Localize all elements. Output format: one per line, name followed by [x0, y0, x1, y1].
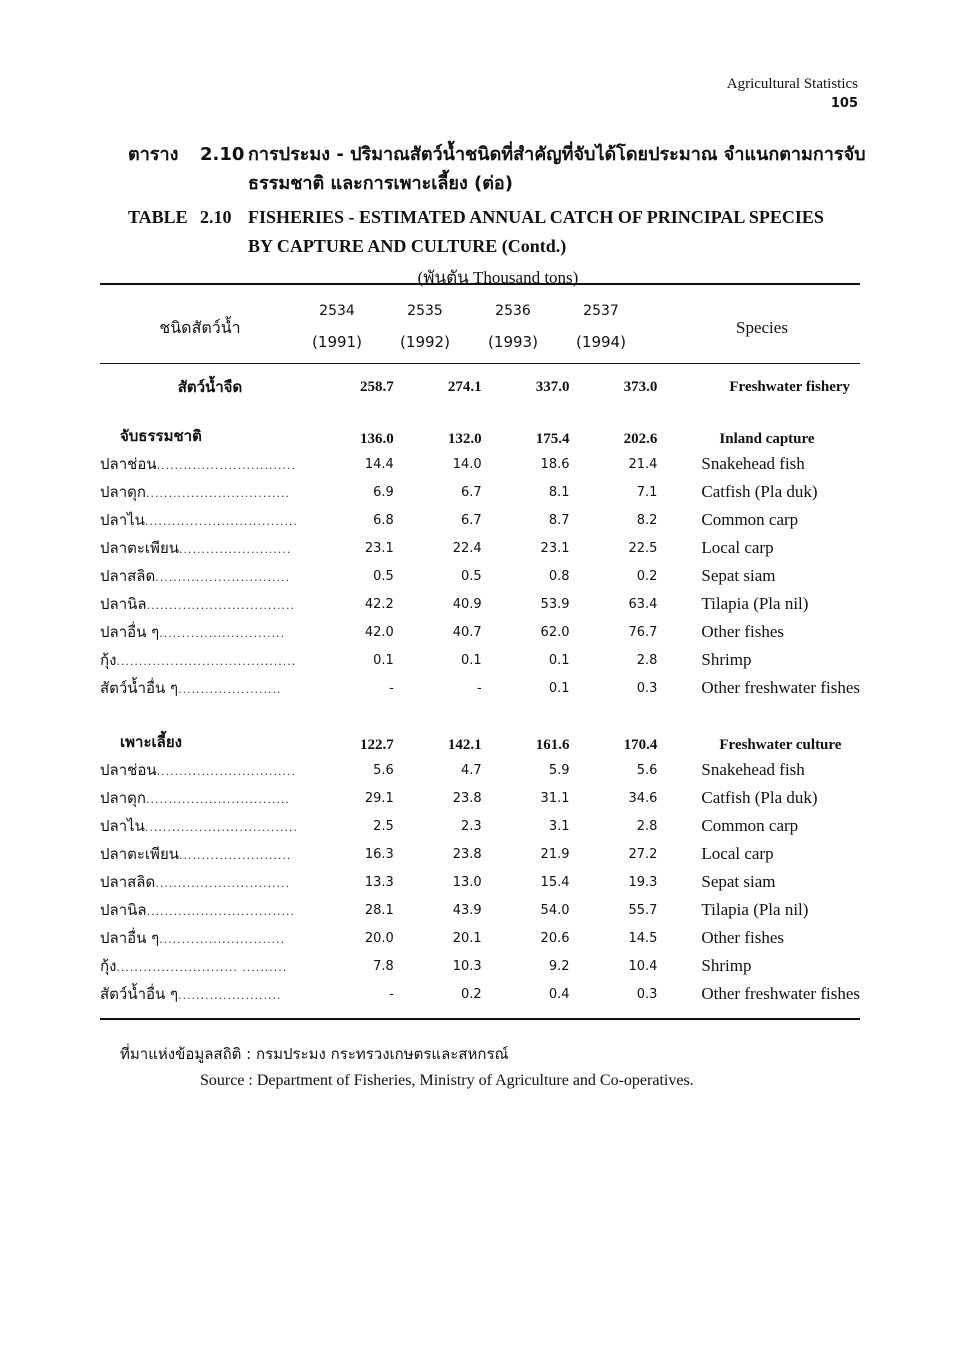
table-row [100, 590, 860, 618]
species-thai: ปลานิล [100, 901, 147, 919]
species-english: Tilapia (Pla nil) [701, 900, 809, 919]
catch-value: 20.1 [452, 930, 482, 946]
table-row [100, 562, 860, 590]
col-header-thai: ชนิดสัตว์น้ำ [159, 317, 241, 337]
eng-title-line1: FISHERIES - ESTIMATED ANNUAL CATCH OF PRINCIPAL SPECIES [248, 207, 824, 227]
bottom-rule [100, 1018, 860, 1020]
catch-value: 13.3 [364, 874, 394, 890]
catch-value: 0.1 [460, 652, 482, 668]
table-row [100, 674, 860, 702]
eng-table-label: TABLE [128, 207, 188, 227]
catch-value: 55.7 [628, 902, 658, 918]
catch-value: 274.1 [447, 378, 482, 395]
catch-value: 23.1 [364, 540, 394, 556]
table-row [100, 756, 860, 784]
species-english: Catfish (Pla duk) [701, 788, 818, 807]
catch-value: 3.1 [548, 818, 570, 834]
species-english: Local carp [701, 538, 774, 557]
catch-value: 23.8 [452, 846, 482, 862]
catch-value: 31.1 [540, 790, 570, 806]
leader-dots: ....................... [178, 683, 282, 696]
col-header-species: Species [736, 318, 788, 337]
catch-value: 0.1 [373, 652, 394, 668]
catch-value: 5.6 [373, 762, 394, 778]
leader-dots: .............................. [155, 877, 291, 890]
catch-value: 10.3 [452, 958, 482, 974]
leader-dots: ................................ [145, 487, 290, 500]
species-thai: กุ้ง [100, 957, 117, 975]
catch-value: 53.9 [540, 596, 570, 612]
catch-value: 2.5 [373, 818, 394, 834]
table-row [100, 840, 860, 868]
catch-value: 14.0 [452, 456, 482, 472]
table-row [100, 896, 860, 924]
species-thai: กุ้ง [100, 651, 117, 669]
species-english: Freshwater fishery [729, 378, 851, 395]
catch-value: 21.4 [628, 456, 658, 472]
catch-value: 22.4 [452, 540, 482, 556]
catch-value: 28.1 [364, 902, 394, 918]
section-subtotal-row [100, 716, 860, 756]
species-english: Catfish (Pla duk) [701, 482, 818, 501]
table-row [100, 868, 860, 896]
leader-dots: ................................ [145, 793, 290, 806]
catch-value: 122.7 [360, 737, 394, 753]
table-row [100, 812, 860, 840]
species-thai: ปลาสลิด [100, 567, 156, 585]
species-thai: สัตว์น้ำอื่น ๆ [100, 679, 179, 697]
catch-value: 337.0 [535, 378, 570, 395]
table-row [100, 506, 860, 534]
catch-value: 40.7 [452, 624, 482, 640]
thai-title-line2: ธรรมชาติ และการเพาะเลี้ยง (ต่อ) [248, 173, 513, 194]
leader-dots: ................................. [146, 599, 295, 612]
species-thai: ปลาตะเพียน [100, 845, 179, 863]
table-row [100, 952, 860, 980]
catch-value: 63.4 [628, 596, 658, 612]
table-row [100, 450, 860, 478]
catch-value: 0.4 [548, 986, 570, 1002]
source-english: Source : Department of Fisheries, Ministry of Agriculture and Co-operatives. [200, 1072, 694, 1089]
page-header [727, 74, 858, 114]
catch-value: 42.2 [364, 596, 394, 612]
species-thai: ปลาไน [100, 511, 145, 529]
table-row [100, 784, 860, 812]
species-english: Sepat siam [701, 872, 776, 891]
catch-value: 16.3 [364, 846, 394, 862]
catch-value: - [389, 986, 394, 1002]
source-thai: ที่มาแห่งข้อมูลสถิติ : กรมประมง กระทรวงเกษตรและสหกรณ์ [120, 1045, 509, 1063]
catch-value: 4.7 [460, 762, 482, 778]
leader-dots: ........................... .......... [116, 961, 288, 974]
species-thai: ปลาช่อน [100, 761, 157, 779]
table-row [100, 646, 860, 674]
eng-title-line2: BY CAPTURE AND CULTURE (Contd.) [248, 236, 567, 256]
catch-value: 2.8 [636, 652, 658, 668]
species-thai: ปลาดุก [100, 483, 146, 501]
catch-value: 27.2 [628, 846, 658, 862]
catch-value: 14.5 [628, 930, 658, 946]
catch-value: 34.6 [628, 790, 658, 806]
table-row [100, 980, 860, 1008]
total-row [100, 364, 860, 410]
table-title [128, 140, 868, 291]
catch-value: 23.1 [540, 540, 570, 556]
catch-value: 0.5 [373, 568, 394, 584]
leader-dots: .................................. [144, 515, 298, 528]
unit-label: (พันตัน Thousand tons) [417, 268, 579, 287]
catch-value: 20.0 [364, 930, 394, 946]
eng-table-number: 2.10 [200, 207, 232, 227]
leader-dots: ........................................ [116, 655, 297, 668]
leader-dots: .............................. [155, 571, 291, 584]
leader-dots: ............................... [156, 459, 296, 472]
species-thai: ปลาสลิด [100, 873, 156, 891]
catch-value: 373.0 [623, 378, 658, 395]
species-english: Other fishes [701, 622, 785, 641]
leader-dots: ............................ [159, 627, 286, 640]
species-english: Other freshwater fishes [701, 984, 860, 1003]
col-header-year: 2535 (1992) [400, 303, 450, 351]
catch-value: 0.1 [548, 680, 570, 696]
catch-value: 0.5 [460, 568, 482, 584]
species-english: Inland capture [719, 431, 815, 447]
catch-value: 62.0 [540, 624, 570, 640]
catch-value: 23.8 [452, 790, 482, 806]
species-english: Other fishes [701, 928, 785, 947]
species-thai: ปลาอื่น ๆ [100, 929, 160, 947]
catch-value: 6.8 [373, 512, 394, 528]
catch-value: 5.9 [548, 762, 570, 778]
catch-table [100, 283, 860, 1020]
species-english: Freshwater culture [719, 737, 842, 753]
catch-value: 142.1 [447, 737, 482, 753]
catch-value: 29.1 [364, 790, 394, 806]
publication-name: Agricultural Statistics [726, 76, 858, 92]
catch-value: 76.7 [628, 624, 658, 640]
leader-dots: ............................ [159, 933, 286, 946]
table-body [100, 363, 860, 1020]
catch-value: 6.9 [373, 484, 394, 500]
catch-value: 19.3 [628, 874, 658, 890]
catch-value: 14.4 [364, 456, 394, 472]
leader-dots: ......................... [179, 849, 292, 862]
catch-value: 6.7 [460, 484, 482, 500]
table-row [100, 478, 860, 506]
table-row [100, 618, 860, 646]
catch-value: 0.1 [548, 652, 570, 668]
catch-value: - [476, 680, 482, 696]
species-thai: สัตว์น้ำจืด [177, 378, 243, 396]
species-english: Common carp [701, 816, 799, 835]
species-english: Shrimp [701, 956, 752, 975]
catch-value: 132.0 [447, 431, 482, 447]
catch-value: 136.0 [360, 431, 394, 447]
species-english: Common carp [701, 510, 799, 529]
catch-value: 21.9 [540, 846, 570, 862]
source-note [120, 1040, 880, 1094]
leader-dots: .................................. [144, 821, 298, 834]
leader-dots: ......................... [179, 543, 292, 556]
species-english: Local carp [701, 844, 774, 863]
species-thai: ปลานิล [100, 595, 147, 613]
catch-value: 6.7 [460, 512, 482, 528]
species-english: Shrimp [701, 650, 752, 669]
thai-title-line1: การประมง - ปริมาณสัตว์น้ำชนิดที่สำคัญที่จับได้โดยประมาณ จำแนกตามการจับ [248, 144, 866, 165]
catch-value: 0.2 [636, 568, 658, 584]
table-number: 2.10 [200, 144, 245, 165]
table-row [100, 924, 860, 952]
leader-dots: ....................... [178, 989, 282, 1002]
catch-value: 161.6 [535, 737, 570, 753]
catch-value: 2.3 [460, 818, 482, 834]
catch-value: 54.0 [540, 902, 570, 918]
section-subtotal-row [100, 410, 860, 450]
catch-value: 175.4 [535, 431, 570, 447]
catch-value: - [389, 680, 394, 696]
catch-value: 10.4 [628, 958, 658, 974]
species-english: Snakehead fish [701, 760, 805, 779]
species-thai: ปลาอื่น ๆ [100, 623, 160, 641]
col-header-year: 2536 (1993) [488, 303, 538, 351]
col-header-year: 2534 (1991) [312, 303, 362, 351]
species-english: Tilapia (Pla nil) [701, 594, 809, 613]
table-header-row [100, 285, 860, 363]
catch-value: 8.2 [636, 512, 658, 528]
catch-value: 8.7 [548, 512, 570, 528]
species-english: Snakehead fish [701, 454, 805, 473]
catch-value: 20.6 [540, 930, 570, 946]
catch-value: 18.6 [540, 456, 570, 472]
catch-value: 13.0 [452, 874, 482, 890]
catch-value: 7.1 [636, 484, 658, 500]
catch-value: 0.2 [460, 986, 482, 1002]
species-thai: เพาะเลี้ยง [120, 733, 182, 751]
col-header-year: 2537 (1994) [576, 303, 626, 351]
catch-value: 9.2 [548, 958, 570, 974]
catch-value: 258.7 [360, 378, 394, 395]
table-row [100, 534, 860, 562]
catch-value: 15.4 [540, 874, 570, 890]
catch-value: 170.4 [623, 737, 658, 753]
catch-value: 7.8 [373, 958, 394, 974]
species-english: Sepat siam [701, 566, 776, 585]
species-english: Other freshwater fishes [701, 678, 860, 697]
leader-dots: ................................. [146, 905, 295, 918]
catch-value: 22.5 [628, 540, 658, 556]
species-thai: ปลาช่อน [100, 455, 157, 473]
catch-value: 43.9 [452, 902, 482, 918]
catch-value: 42.0 [364, 624, 394, 640]
catch-value: 8.1 [548, 484, 570, 500]
species-thai: ปลาดุก [100, 789, 146, 807]
species-thai: สัตว์น้ำอื่น ๆ [100, 985, 179, 1003]
species-thai: ปลาไน [100, 817, 145, 835]
species-thai: ปลาตะเพียน [100, 539, 179, 557]
catch-value: 0.3 [636, 680, 658, 696]
species-thai: จับธรรมชาติ [120, 427, 202, 445]
page-number: 105 [830, 96, 858, 111]
catch-value: 0.3 [636, 986, 658, 1002]
catch-value: 40.9 [452, 596, 482, 612]
leader-dots: ............................... [156, 765, 296, 778]
catch-value: 2.8 [636, 818, 658, 834]
catch-value: 5.6 [636, 762, 658, 778]
catch-value: 0.8 [548, 568, 570, 584]
thai-table-label: ตาราง [128, 144, 179, 165]
catch-value: 202.6 [623, 431, 658, 447]
